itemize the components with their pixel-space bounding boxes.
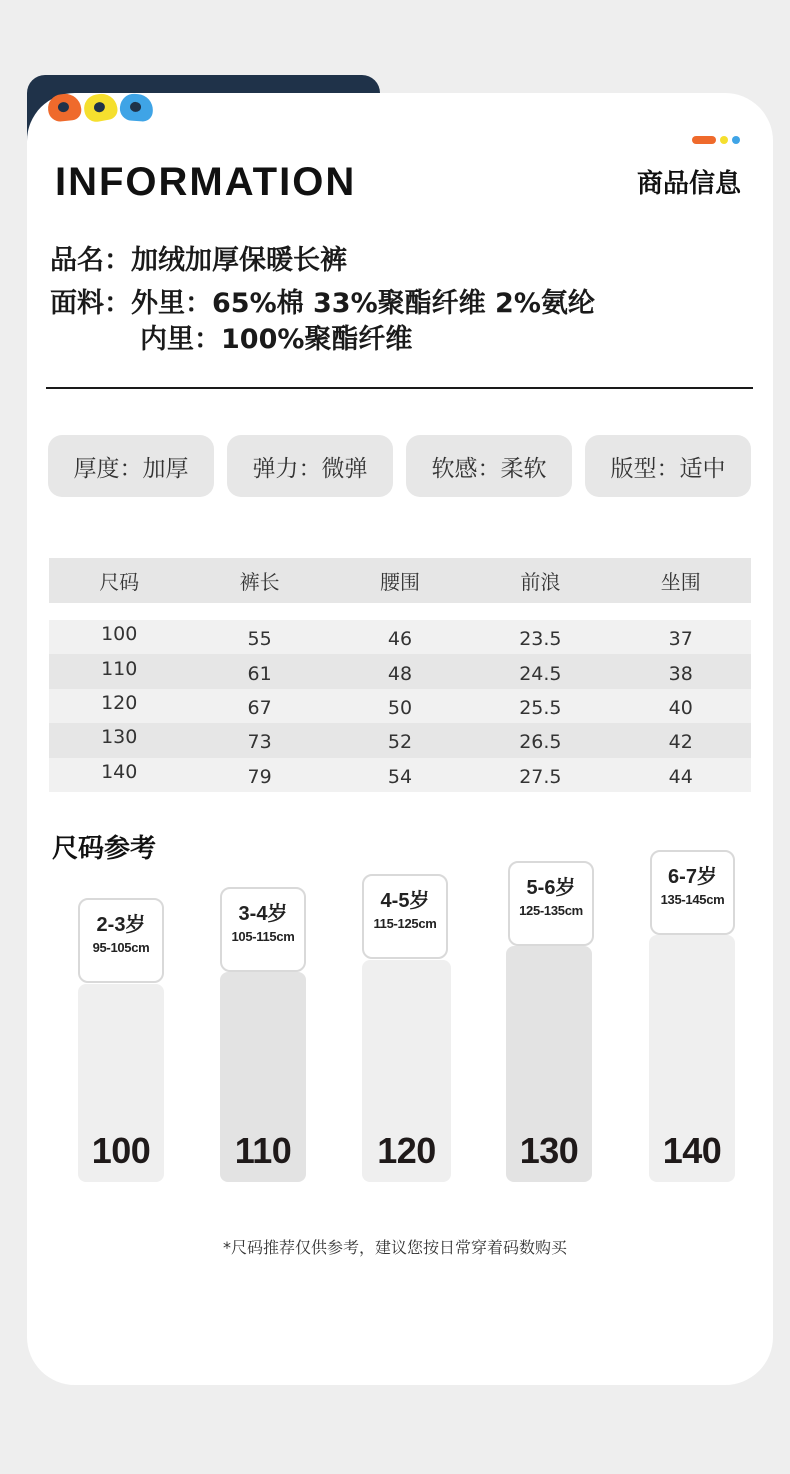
table-cell: 67	[247, 696, 272, 719]
table-cell: 42	[668, 731, 693, 754]
height-range: 125-135cm	[519, 903, 583, 918]
size-table-body	[49, 620, 751, 792]
attribute-fit: 版型：适中	[585, 435, 751, 497]
header-cell: 腰围	[379, 570, 420, 594]
section-divider	[46, 387, 753, 389]
blue-dot-icon	[732, 136, 740, 144]
table-cell: 24.5	[519, 662, 562, 685]
table-cell: 54	[387, 765, 413, 788]
table-cell: 50	[387, 696, 413, 719]
size-footnote: *尺码推荐仅供参考，建议您按日常穿着码数购买	[222, 1238, 567, 1257]
height-range: 95-105cm	[92, 940, 150, 955]
table-cell: 37	[668, 628, 693, 651]
size-table-header	[49, 558, 751, 603]
table-cell: 120	[101, 691, 138, 714]
table-cell: 27.5	[519, 765, 562, 788]
logo-blob-blue	[119, 93, 154, 122]
table-cell: 38	[668, 662, 693, 685]
age-range: 5-6岁	[526, 877, 576, 899]
table-cell: 44	[668, 765, 693, 788]
age-range: 4-5岁	[380, 890, 430, 912]
attribute-softness: 软感：柔软	[406, 435, 572, 497]
logo-blob-yellow	[82, 91, 119, 123]
table-cell: 130	[101, 726, 138, 749]
table-row	[49, 723, 751, 757]
attribute-elasticity: 弹力：微弹	[227, 435, 393, 497]
table-row	[49, 758, 751, 792]
table-cell: 140	[101, 760, 138, 783]
table-cell: 40	[668, 696, 693, 719]
attribute-thickness: 厚度：加厚	[48, 435, 214, 497]
table-cell: 46	[387, 628, 413, 651]
attribute-list	[48, 435, 751, 497]
product-lining: 内里：100%聚酯纤维	[140, 324, 413, 355]
size-reference-title: 尺码参考	[52, 834, 157, 864]
decorative-dots	[692, 136, 744, 144]
size-bar-label: 140	[662, 1130, 722, 1171]
header-cell: 前浪	[520, 570, 561, 594]
age-range: 3-4岁	[238, 903, 288, 925]
size-bar-label: 110	[234, 1130, 292, 1171]
table-cell: 110	[101, 657, 138, 680]
brand-logo	[48, 94, 297, 121]
table-cell: 26.5	[519, 731, 562, 754]
table-cell: 48	[387, 662, 413, 685]
table-cell: 52	[387, 731, 413, 754]
table-cell: 79	[247, 765, 272, 788]
table-cell: 55	[247, 628, 272, 651]
logo-blob-orange	[47, 92, 83, 122]
page-title: INFORMATION	[55, 160, 357, 204]
age-range: 6-7岁	[668, 866, 717, 888]
table-cell: 25.5	[519, 696, 562, 719]
table-row	[49, 654, 751, 688]
table-cell: 61	[247, 662, 272, 685]
height-range: 135-145cm	[660, 892, 725, 907]
orange-pill-icon	[692, 136, 716, 144]
size-bar-label: 130	[519, 1130, 579, 1171]
size-table	[49, 558, 751, 792]
product-name: 品名：加绒加厚保暖长裤	[50, 245, 347, 276]
table-cell: 100	[101, 623, 138, 646]
height-range: 105-115cm	[231, 929, 295, 944]
header-cell: 裤长	[239, 570, 280, 594]
table-cell: 23.5	[519, 628, 562, 651]
table-row	[49, 689, 751, 723]
age-range: 2-3岁	[96, 914, 146, 936]
brand-name: Minizone	[199, 95, 298, 120]
product-fabric: 面料：外里：65%棉 33%聚酯纤维 2%氨纶	[50, 288, 595, 319]
size-bar-label: 120	[377, 1130, 436, 1171]
table-cell: 73	[247, 731, 272, 754]
header-cell: 坐围	[660, 570, 701, 594]
height-range: 115-125cm	[373, 916, 437, 931]
page-title-cn: 商品信息	[637, 169, 742, 199]
table-row	[49, 620, 751, 654]
size-bar-label: 100	[91, 1130, 151, 1171]
star-icon: ✱	[168, 92, 190, 123]
header-cell: 尺码	[99, 570, 140, 594]
yellow-dot-icon	[720, 136, 728, 144]
